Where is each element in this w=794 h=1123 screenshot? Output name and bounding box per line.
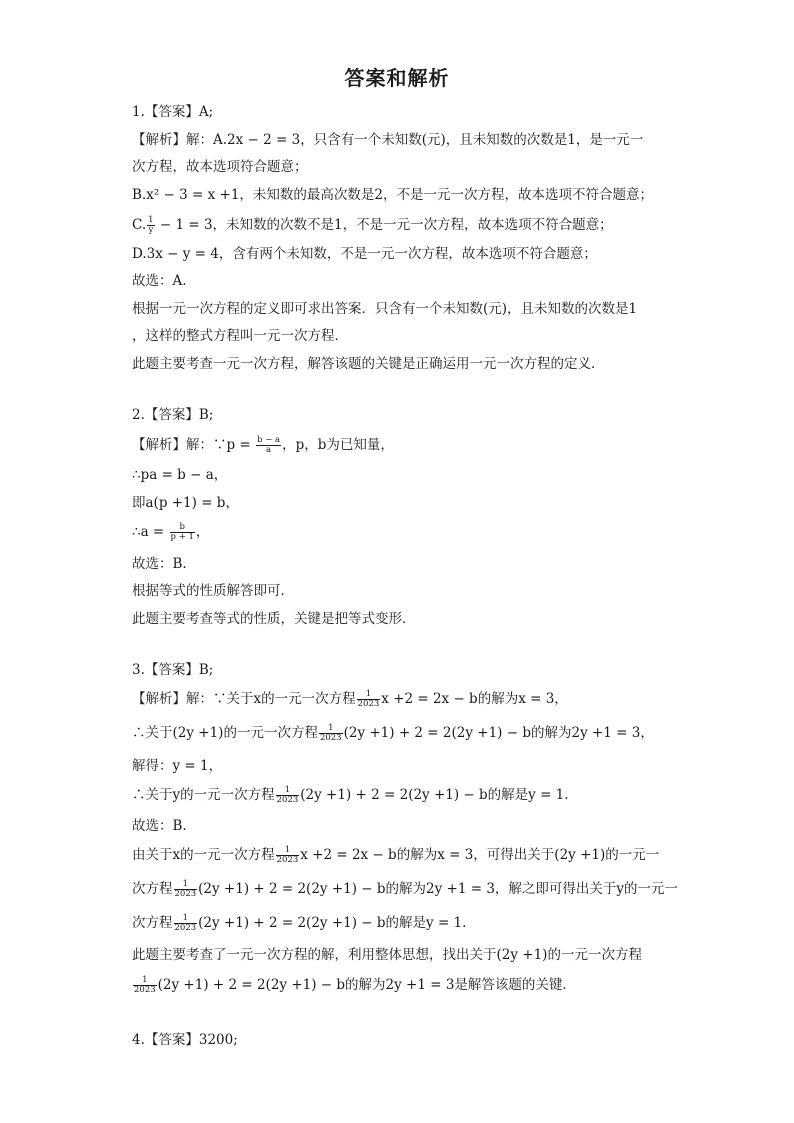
fraction-denominator: 2023: [174, 923, 197, 933]
text-segment: 【解析】解：∵p =: [132, 437, 256, 453]
text-segment: 1.【答案】A;: [132, 104, 214, 120]
fraction-denominator: 2023: [276, 795, 299, 805]
fraction-denominator: 2023: [319, 733, 342, 743]
text-line: [132, 946, 642, 964]
text-segment: ，: [195, 524, 210, 540]
text-line: [132, 186, 653, 204]
text-segment: 【解析】解：A.2x − 2 = 3，只含有一个未知数(元)，且未知数的次数是1，是一元一: [132, 132, 644, 148]
fraction-denominator: 2023: [134, 985, 156, 995]
text-line: [132, 846, 659, 865]
text-segment: ，p，b为已知量，: [282, 437, 394, 453]
fraction-numerator: 1: [276, 846, 300, 856]
page-title: 答案和解析: [344, 66, 450, 90]
fraction-numerator: 1: [357, 690, 381, 700]
text-line: [132, 406, 213, 424]
text-line: [132, 610, 416, 628]
text-line: [132, 914, 466, 933]
fraction-denominator: 2023: [276, 855, 299, 865]
text-segment: 即a(p +1) = b，: [132, 495, 239, 511]
fraction-denominator: p + 1: [170, 532, 194, 542]
text-line: [132, 661, 213, 679]
text-segment: 故选：B.: [132, 818, 187, 834]
text-segment: 由关于x的一元一次方程: [132, 847, 275, 863]
text-segment: 此题主要考查一元一次方程，解答该题的关键是正确运用一元一次方程的定义．: [132, 356, 605, 372]
text-line: [132, 880, 678, 899]
text-segment: 次方程: [132, 915, 173, 931]
text-segment: 2.【答案】B;: [132, 407, 214, 423]
text-segment: 根据等式的性质解答即可．: [132, 583, 294, 599]
text-segment: (2y +1) + 2 = 2(2y +1) − b的解为2y +1 = 3是解答该题的关键．: [157, 977, 576, 993]
text-segment: 解得：y = 1，: [132, 758, 223, 774]
fraction-numerator: b: [170, 523, 195, 533]
text-line: [132, 1031, 238, 1049]
text-segment: (2y +1) + 2 = 2(2y +1) − b的解为2y +1 = 3，: [343, 725, 654, 741]
fraction-numerator: 1: [276, 786, 300, 796]
text-segment: (2y +1) + 2 = 2(2y +1) − b的解是y = 1.: [300, 787, 569, 803]
text-segment: x +2 = 2x − b的解为x = 3，可得出关于(2y +1)的一元一: [300, 847, 660, 863]
text-segment: − 1 = 3，未知数的次数不是1，不是一元一次方程，故本选项不符合题意；: [155, 217, 613, 233]
text-line: [132, 216, 613, 235]
text-line: [132, 724, 654, 743]
fraction-denominator: 2023: [174, 889, 197, 899]
text-line: [132, 158, 308, 176]
text-segment: 此题主要考查了一元一次方程的解，利用整体思想，找出关于(2y +1)的一元一次方程: [132, 947, 642, 963]
text-segment: (2y +1) + 2 = 2(2y +1) − b的解是y = 1.: [198, 915, 467, 931]
fraction-numerator: 1: [133, 976, 157, 986]
text-segment: ∴pa = b − a，: [132, 467, 228, 483]
text-segment: D.3x − y = 4，含有两个未知数，不是一元一次方程，故本选项不符合题意；: [132, 246, 597, 262]
text-line: [132, 582, 294, 600]
text-line: [132, 976, 576, 995]
fraction-numerator: b − a: [257, 435, 281, 445]
fraction: [276, 786, 300, 805]
text-segment: ∴关于(2y +1)的一元一次方程: [132, 725, 318, 741]
text-line: [132, 103, 213, 121]
text-line: [132, 436, 394, 455]
fraction-numerator: 1: [319, 724, 343, 734]
text-segment: 3.【答案】B;: [132, 662, 214, 678]
text-line: [132, 690, 568, 709]
fraction: [256, 436, 281, 455]
text-line: [132, 494, 239, 512]
text-segment: 次方程，故本选项符合题意；: [132, 159, 308, 175]
text-line: [132, 300, 637, 318]
fraction-denominator: a: [266, 445, 272, 455]
fraction: [276, 846, 300, 865]
text-line: [132, 131, 643, 149]
text-line: [132, 327, 348, 345]
text-line: [132, 817, 187, 835]
text-line: [132, 786, 569, 805]
text-line: [132, 757, 222, 775]
fraction: [174, 914, 198, 933]
text-segment: 4.【答案】3200;: [132, 1032, 238, 1048]
fraction: [319, 724, 343, 743]
fraction-numerator: 1: [174, 880, 198, 890]
fraction: [147, 216, 154, 235]
text-segment: ∴关于y的一元一次方程: [132, 787, 275, 803]
fraction: [133, 976, 157, 995]
text-segment: 次方程: [132, 881, 173, 897]
fraction: [174, 880, 198, 899]
text-line: [132, 355, 605, 373]
fraction-numerator: 1: [174, 914, 198, 924]
text-segment: B.x² − 3 = x +1，未知数的最高次数是2，不是一元一次方程，故本选项不符合题意；: [132, 187, 654, 203]
text-segment: 故选：B.: [132, 556, 187, 572]
text-segment: x +2 = 2x − b的解为x = 3，: [381, 691, 568, 707]
text-segment: ，这样的整式方程叫一元一次方程．: [132, 328, 348, 344]
fraction-denominator: y: [148, 225, 154, 235]
text-line: [132, 466, 227, 484]
text-segment: 根据一元一次方程的定义即可求出答案．只含有一个未知数(元)，且未知数的次数是1: [132, 301, 638, 317]
text-segment: C.: [132, 217, 147, 233]
text-segment: 此题主要考查等式的性质，关键是把等式变形．: [132, 611, 416, 627]
text-segment: ∴a =: [132, 524, 169, 540]
text-line: [132, 272, 187, 290]
text-segment: 【解析】解：∵关于x的一元一次方程: [132, 691, 356, 707]
text-segment: (2y +1) + 2 = 2(2y +1) − b的解为2y +1 = 3，解之即可得出关于y的一元一: [198, 881, 679, 897]
fraction: [170, 523, 195, 542]
fraction-numerator: 1: [148, 215, 154, 225]
text-line: [132, 523, 209, 542]
text-segment: 故选：A.: [132, 273, 187, 289]
fraction: [357, 690, 381, 709]
fraction-denominator: 2023: [357, 699, 380, 709]
text-line: [132, 245, 597, 263]
text-line: [132, 555, 187, 573]
